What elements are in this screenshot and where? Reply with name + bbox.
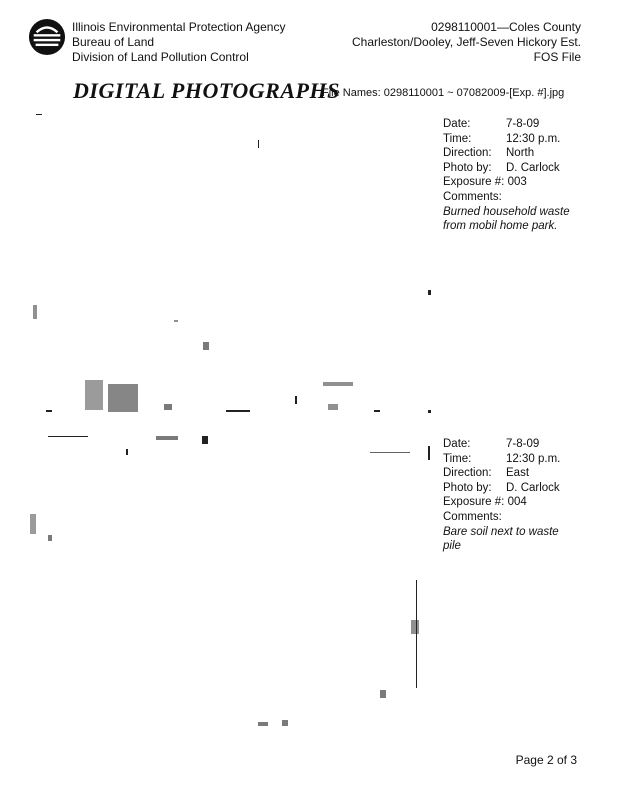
photo-photographer: D. Carlock (506, 481, 560, 494)
photo-exposure: 003 (507, 176, 527, 189)
time-label: Time: (443, 132, 472, 145)
exposure-label: Exposure #: (443, 496, 505, 509)
photo-time: 12:30 p.m. (506, 452, 561, 465)
photo-004 (30, 432, 432, 732)
photo-by-label: Photo by: (443, 481, 492, 494)
photo-time: 12:30 p.m. (506, 132, 561, 145)
agency-block (72, 20, 285, 65)
photo-date: 7-8-09 (506, 118, 540, 130)
title-row (73, 78, 593, 104)
bureau-name: Bureau of Land (72, 35, 155, 49)
direction-label: Direction: (443, 147, 492, 160)
photo-by-label: Photo by: (443, 161, 492, 174)
photo-003-info (443, 117, 583, 234)
site-location: Charleston/Dooley, Jeff-Seven Hickory Est. (352, 35, 581, 49)
direction-label: Direction: (443, 467, 492, 480)
file-names: File Names: 0298110001 ~ 07082009-[Exp. #].jpg (322, 87, 565, 99)
photo-photographer: D. Carlock (506, 161, 560, 174)
site-block (352, 20, 581, 65)
photo-date: 7-8-09 (506, 438, 540, 450)
comments-label: Comments: (443, 190, 502, 203)
exposure-label: Exposure #: (443, 176, 505, 189)
photo-exposure: 004 (507, 496, 527, 509)
date-label: Date: (443, 118, 471, 130)
page-number: Page 2 of 3 (515, 753, 577, 767)
agency-logo-icon (28, 18, 66, 56)
agency-name: Illinois Environmental Protection Agency (72, 20, 286, 34)
date-label: Date: (443, 438, 471, 450)
division-name: Division of Land Pollution Control (72, 50, 249, 64)
photo-comment: Bare soil next to waste pile (443, 525, 559, 553)
comments-label: Comments: (443, 510, 502, 523)
document-title: DIGITAL PHOTOGRAPHS (73, 78, 340, 103)
photo-direction: North (506, 147, 535, 160)
photo-003 (30, 112, 432, 422)
file-type: FOS File (533, 50, 581, 64)
photo-004-info (443, 437, 583, 554)
site-id: 0298110001—Coles County (431, 20, 581, 34)
photo-comment: Burned household waste from mobil home park. (443, 205, 570, 233)
time-label: Time: (443, 452, 472, 465)
photo-direction: East (506, 467, 530, 480)
